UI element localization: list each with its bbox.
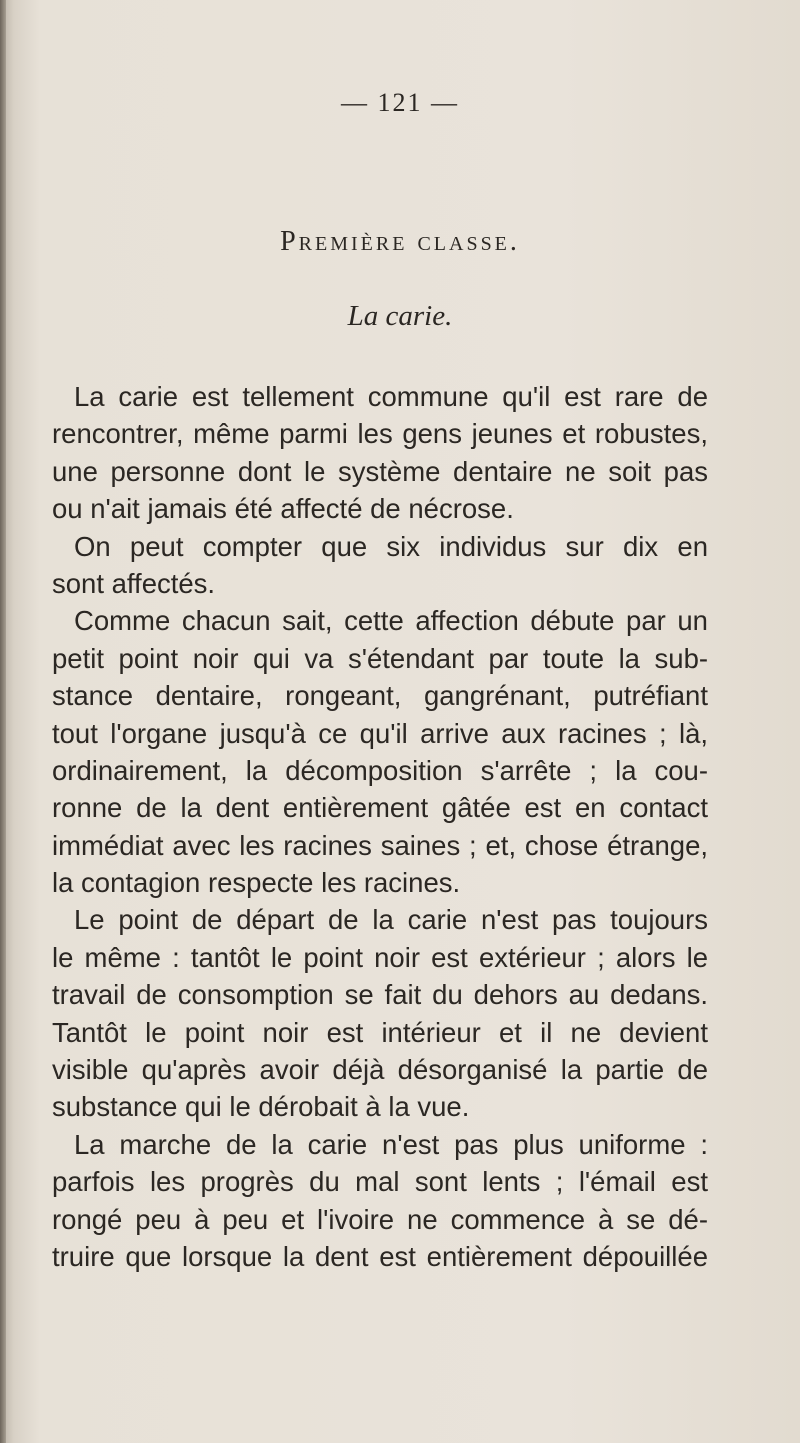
text-line <box>52 1088 708 1125</box>
text-line <box>52 1051 708 1088</box>
text-line-content: immédiat avec les racines saines ; et, chose étrange, <box>52 829 709 861</box>
text-line-content: tout l'organe jusqu'à ce qu'il arrive aux racines ; là, <box>52 717 709 749</box>
text-line <box>52 453 708 490</box>
text-line-content: rencontrer, même parmi les gens jeunes et robustes, <box>52 418 708 450</box>
text-line-content: ou n'ait jamais été affecté de nécrose. <box>52 493 514 525</box>
text-line <box>52 752 708 789</box>
text-line <box>52 677 708 714</box>
text-line-content: ronne de la dent entièrement gâtée est en contact <box>52 792 708 824</box>
text-line <box>52 640 708 677</box>
text-line-content: la contagion respecte les racines. <box>52 867 461 899</box>
text-line <box>52 939 708 976</box>
text-line <box>52 1126 708 1163</box>
text-line <box>52 901 708 938</box>
text-line-content: petit point noir qui va s'étendant par toute la sub- <box>52 642 709 674</box>
text-line-content: Tantôt le point noir est intérieur et il ne devient <box>52 1016 708 1048</box>
text-line-content: le même : tantôt le point noir est extérieur ; alors le <box>52 941 709 973</box>
text-line <box>52 378 708 415</box>
text-line <box>52 789 708 826</box>
text-line-content: travail de consomption se fait du dehors au dedans. <box>52 979 709 1011</box>
text-line <box>52 715 708 752</box>
text-line-content: On peut compter que six individus sur dix en <box>74 530 708 562</box>
section-title: Première classe. <box>280 226 520 257</box>
text-line-content: La carie est tellement commune qu'il est rare de <box>74 381 709 412</box>
text-line <box>52 864 708 901</box>
text-line-content: substance qui le dérobait à la vue. <box>52 1091 470 1123</box>
text-line-content: parfois les progrès du mal sont lents ; l'émail est <box>52 1166 708 1198</box>
text-line <box>52 1163 708 1200</box>
text-line <box>52 415 708 452</box>
text-line <box>52 565 708 602</box>
page-number: — 121 — <box>341 88 459 117</box>
body-text <box>52 378 708 1275</box>
page-spine-edge <box>0 0 6 1443</box>
text-line <box>52 827 708 864</box>
text-line <box>52 1014 708 1051</box>
text-line-content: ordinairement, la décomposition s'arrête ; la cou- <box>52 754 709 786</box>
text-line <box>52 1238 708 1275</box>
chapter-subtitle: La carie. <box>347 300 453 332</box>
text-line-content: rongé peu à peu et l'ivoire ne commence à se dé- <box>52 1203 708 1235</box>
text-line-content: Le point de départ de la carie n'est pas toujours <box>74 904 708 936</box>
text-line-content: La marche de la carie n'est pas plus uniforme : <box>74 1128 709 1160</box>
text-line-content: visible qu'après avoir déjà désorganisé la partie de <box>52 1054 709 1086</box>
text-line-content: sont affectés. <box>52 567 216 599</box>
text-line-content: truire que lorsque la dent est entièrement dépouillée <box>52 1240 708 1272</box>
text-line <box>52 602 708 639</box>
text-line <box>52 528 708 565</box>
text-line <box>52 1201 708 1238</box>
text-line-content: une personne dont le système dentaire ne soit pas <box>52 455 709 487</box>
text-line <box>52 976 708 1013</box>
text-line-content: Comme chacun sait, cette affection débute par un <box>74 605 708 637</box>
text-line <box>52 490 708 527</box>
text-line-content: stance dentaire, rongeant, gangrénant, putréfiant <box>52 680 708 712</box>
